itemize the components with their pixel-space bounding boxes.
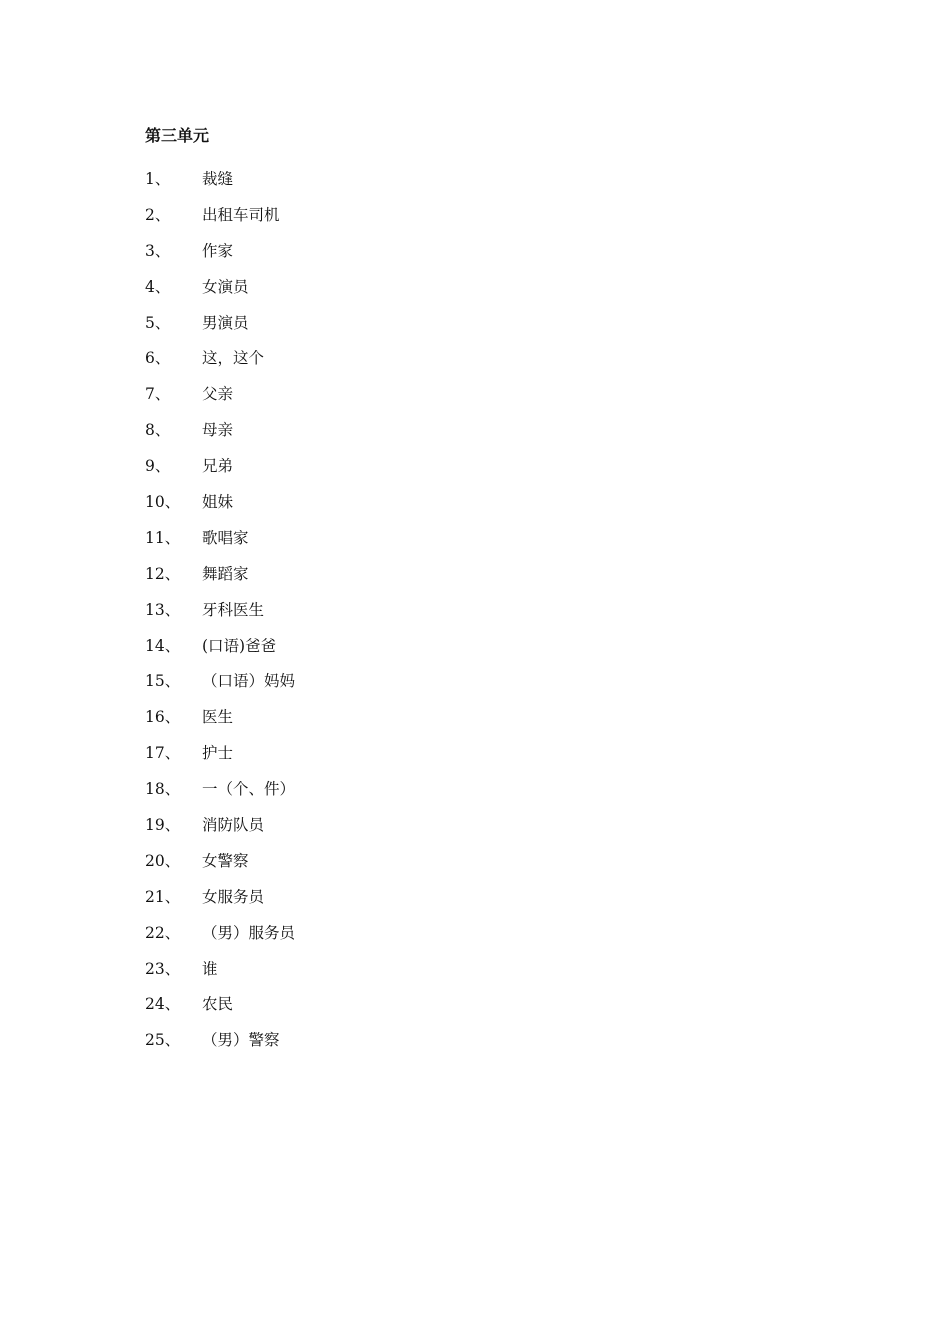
item-number: 18、 [145,780,181,799]
list-item [145,879,295,915]
item-number: 7、 [145,385,171,404]
list-item [145,628,295,664]
item-term: （男）警察 [202,1031,280,1050]
item-number: 12、 [145,564,181,583]
item-term: 母亲 [202,421,234,440]
item-number: 25、 [145,1031,181,1050]
item-term: 这，这个 [202,349,265,368]
item-term: 女警察 [202,851,249,870]
list-item [145,663,295,699]
list-item [145,1022,295,1058]
item-term: （口语）妈妈 [202,672,296,691]
item-term: 作家 [202,241,234,260]
unit-heading: 第三单元 [145,126,210,145]
vocabulary-list [145,161,295,1058]
list-item [145,915,295,951]
item-term: 医生 [202,708,234,727]
item-term: 出租车司机 [202,205,280,224]
item-term: 裁缝 [202,169,234,188]
item-number: 4、 [145,277,171,296]
item-term: （男）服务员 [202,923,296,942]
item-number: 23、 [145,959,181,978]
list-item [145,986,295,1022]
list-item [145,951,295,987]
item-number: 14、 [145,636,181,655]
item-term: 姐妹 [202,492,234,511]
item-number: 22、 [145,923,181,942]
item-term: 女演员 [202,277,249,296]
list-item [145,197,295,233]
list-item [145,448,295,484]
item-term: (口语)爸爸 [202,636,277,655]
item-number: 20、 [145,851,181,870]
item-number: 3、 [145,241,171,260]
item-term: 男演员 [202,313,249,332]
list-item [145,340,295,376]
item-term: 一（个、件） [202,780,296,799]
list-item [145,376,295,412]
item-number: 10、 [145,492,181,511]
list-item [145,233,295,269]
item-number: 2、 [145,205,171,224]
list-item [145,269,295,305]
item-term: 消防队员 [202,815,265,834]
list-item [145,484,295,520]
item-term: 牙科医生 [202,600,265,619]
list-item [145,735,295,771]
list-item [145,412,295,448]
item-number: 21、 [145,887,181,906]
item-number: 9、 [145,457,171,476]
item-term: 护士 [202,744,234,763]
item-term: 舞蹈家 [202,564,249,583]
item-term: 父亲 [202,385,234,404]
item-number: 5、 [145,313,171,332]
list-item [145,305,295,341]
item-number: 24、 [145,995,181,1014]
item-number: 6、 [145,349,171,368]
list-item [145,161,295,197]
item-number: 1、 [145,169,171,188]
list-item [145,699,295,735]
item-number: 11、 [145,528,181,547]
list-item [145,520,295,556]
list-item [145,556,295,592]
item-number: 13、 [145,600,181,619]
item-number: 16、 [145,708,181,727]
item-term: 农民 [202,995,234,1014]
item-term: 兄弟 [202,457,234,476]
list-item [145,843,295,879]
item-number: 17、 [145,744,181,763]
item-number: 19、 [145,815,181,834]
item-number: 8、 [145,421,171,440]
list-item [145,592,295,628]
item-term: 女服务员 [202,887,265,906]
item-number: 15、 [145,672,181,691]
list-item [145,807,295,843]
list-item [145,771,295,807]
item-term: 歌唱家 [202,528,249,547]
item-term: 谁 [202,959,218,978]
